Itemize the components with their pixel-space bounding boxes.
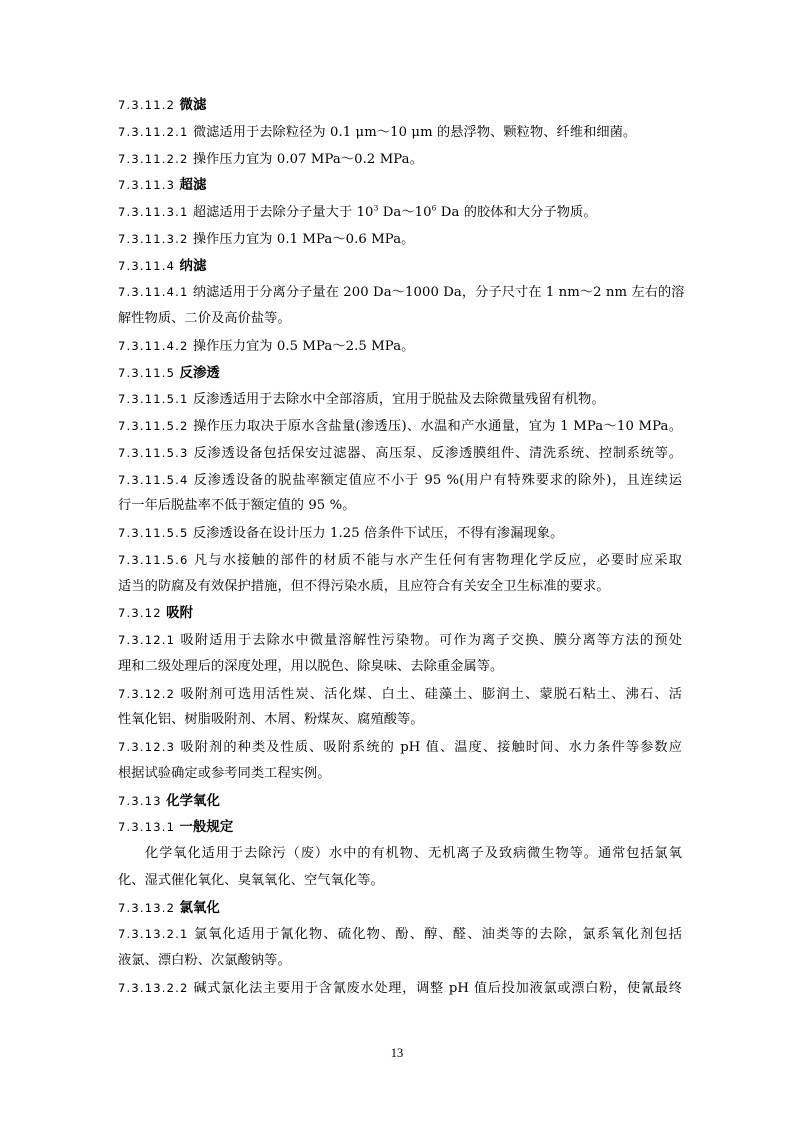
heading-text: 氯氧化 [179,900,220,916]
clause-number: 7.3.11.2 [118,98,176,112]
clause-continuation [118,574,682,601]
paragraph-text: 化学氧化适用于去除污（废）水中的有机物、无机离子及致病微生物等。通常包括氯氧 [145,846,682,861]
clause-continuation [118,306,682,333]
clause-text: 理和二级处理后的深度处理，用以脱色、除臭味、去除重金属等。 [118,658,504,674]
heading-text: 吸附 [166,606,194,622]
clause-line [118,413,682,440]
clause-number: 7.3.11.5.2 [118,419,189,433]
heading-text: 超滤 [179,178,207,194]
heading-text: 微滤 [179,98,207,113]
clause-number: 7.3.13.2.1 [118,927,189,942]
clause-number: 7.3.12.2 [118,686,176,701]
heading-text: 一般规定 [179,820,234,836]
clause-text-b: Da～10 [378,205,432,220]
clause-text: 吸附剂可选用活性炭、活化煤、白土、硅藻土、膨润土、蒙脱石粘土、沸石、活 [180,686,683,702]
document-body [118,92,685,1002]
clause-text: 吸附适用于去除水中微量溶解性污染物。可作为离子交换、膜分离等方法的预处 [180,633,683,648]
clause-text: 操作压力宜为 0.1 MPa～0.6 MPa。 [192,231,415,247]
section-heading [118,360,682,387]
clause-line [118,734,682,761]
clause-line [118,681,682,708]
clause-line [118,921,682,948]
clause-text: 吸附剂的种类及性质、吸附系统的 pH 值、温度、接触时间、水力条件等参数应 [180,740,682,755]
clause-number: 7.3.11.3 [118,178,176,193]
clause-text: 行一年后脱盐率不低于额定值的 95 %。 [118,498,356,514]
clause-text: 解性物质、二价及高价盐等。 [118,311,291,326]
clause-number: 7.3.11.4.2 [118,338,189,353]
section-heading [118,253,682,280]
heading-text: 纳滤 [179,258,207,274]
clause-number: 7.3.12.3 [118,740,176,754]
clause-continuation [118,948,682,975]
clause-line [118,199,682,226]
section-heading [118,788,682,815]
clause-text-a: 超滤适用于去除分子量大于 10 [192,205,374,220]
clause-text: 微滤适用于去除粒径为 0.1 μm～10 μm 的悬浮物、颗粒物、纤维和细菌。 [192,124,637,140]
clause-number: 7.3.11.4 [118,258,176,273]
clause-line [118,440,682,467]
clause-text: 碱式氯化法主要用于含氰废水处理，调整 pH 值后投加液氯或漂白粉，使氰最终 [193,980,682,996]
clause-line [118,547,682,574]
clause-text: 根据试验确定或参考同类工程实例。 [118,765,331,781]
clause-number: 7.3.11.5.6 [118,552,189,567]
clause-text: 操作压力宜为 0.07 MPa～0.2 MPa。 [192,151,423,167]
exponent: 3 [373,203,379,213]
clause-text: 纳滤适用于分离分子量在 200 Da～1000 Da，分子尺寸在 1 nm～2 nm 左右的溶 [192,285,685,301]
clause-number: 7.3.12 [118,606,162,621]
clause-text-c: Da 的胶体和大分子物质。 [436,205,597,220]
clause-number: 7.3.11.4.1 [118,285,189,300]
paragraph-continuation [118,868,682,895]
clause-continuation [118,493,682,520]
clause-number: 7.3.11.5.4 [118,472,189,487]
clause-line [118,386,682,413]
clause-line [118,333,682,360]
section-heading [118,895,682,922]
clause-line [118,226,682,253]
clause-number: 7.3.11.3.2 [118,231,189,246]
clause-text: 反渗透设备的脱盐率额定值应不小于 95 %(用户有特殊要求的除外)，且连续运 [193,472,682,488]
clause-number: 7.3.13.2.2 [118,980,189,995]
page-number: 13 [390,1046,404,1060]
clause-text: 氯氧化适用于氰化物、硫化物、酚、醇、醛、油类等的去除，氯系氧化剂包括 [193,927,682,943]
clause-text: 反渗透设备在设计压力 1.25 倍条件下试压，不得有渗漏现象。 [192,526,564,541]
clause-number: 7.3.11.3.1 [118,205,189,219]
clause-continuation [118,761,682,788]
clause-text: 操作压力宜为 0.5 MPa～2.5 MPa。 [192,338,415,354]
clause-number: 7.3.11.2.2 [118,151,189,166]
clause-line [118,279,685,306]
section-heading [118,92,682,119]
clause-text: 适当的防腐及有效保护措施，但不得污染水质，且应符合有关安全卫生标准的要求。 [118,578,610,594]
clause-line [118,146,682,173]
clause-number: 7.3.13.2 [118,900,176,915]
clause-continuation [118,707,682,734]
clause-number: 7.3.11.5.1 [118,392,189,407]
clause-number: 7.3.11.5.5 [118,526,189,540]
clause-line [118,119,682,146]
section-heading [118,814,682,841]
clause-continuation [118,654,682,681]
section-heading [118,172,682,199]
clause-text: 反渗透适用于去除水中全部溶质，宜用于脱盐及去除微量残留有机物。 [192,392,605,408]
clause-number: 7.3.13.1 [118,820,176,835]
heading-text: 化学氧化 [166,793,221,809]
clause-number: 7.3.12.1 [118,633,176,647]
heading-text: 反渗透 [179,365,220,381]
paragraph-line [118,841,682,868]
clause-line [118,520,682,547]
paragraph-text: 化、湿式催化氧化、臭氧氧化、空气氧化等。 [118,872,384,888]
clause-text: 性氧化铝、树脂吸附剂、木屑、粉煤灰、腐殖酸等。 [118,712,424,728]
clause-text: 凡与水接触的部件的材质不能与水产生任何有害物理化学反应，必要时应采取 [193,552,682,568]
clause-text: 液氯、漂白粉、次氯酸钠等。 [118,953,291,968]
clause-number: 7.3.11.5.3 [118,445,189,460]
clause-text: 反渗透设备包括保安过滤器、高压泵、反渗透膜组件、清洗系统、控制系统等。 [193,445,682,461]
clause-line [118,975,682,1002]
clause-line [118,467,682,494]
section-heading [118,600,682,627]
clause-line [118,627,682,654]
clause-number: 7.3.13 [118,793,162,808]
clause-number: 7.3.11.2.1 [118,124,189,139]
clause-number: 7.3.11.5 [118,365,176,380]
clause-text: 操作压力取决于原水含盐量(渗透压)、水温和产水通量，宜为 1 MPa～10 MPa。 [193,419,683,434]
exponent: 6 [431,203,437,213]
